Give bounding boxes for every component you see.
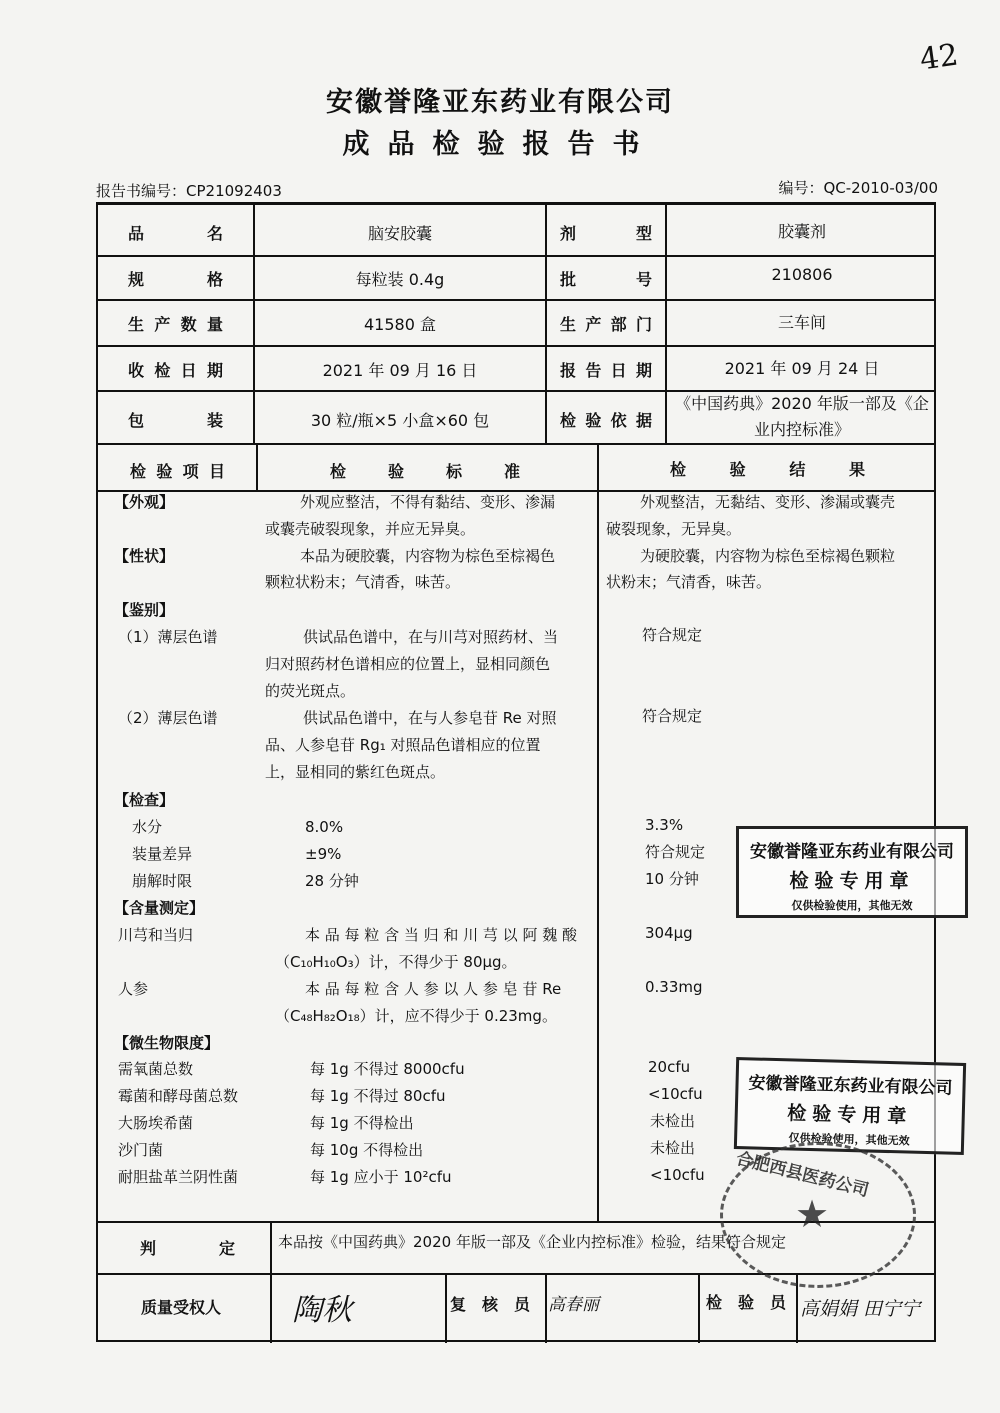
qa-signature: 陶秋 [292,1293,352,1328]
mold-yeast-result: <10cfu [648,1085,703,1103]
report-number: 报告书编号：CP21092403 [96,182,282,200]
form-number: 编号：QC-2010-03/00 [778,179,938,197]
traits-label: 【性状】 [114,547,175,565]
value-product-name: 脑安胶囊 [367,224,432,243]
seal1-note: 仅供检验使用，其他无效 [791,899,913,912]
chuanxiong-std-1: 本 品 每 粒 含 当 归 和 川 芎 以 阿 魏 酸 [305,926,577,944]
ginseng-std-2: （C₄₈H₈₂O₁₈）计，应不得少于 0.23mg。 [275,1007,557,1025]
disintegration-std: 28 分钟 [305,872,359,890]
inspector-label: 检 验 员 [706,1293,786,1312]
appearance-std-1: 外观应整洁，不得有黏结、变形、渗漏 [300,493,556,511]
tlc2-std-2: 品、人参皂苷 Rg₁ 对照品色谱相应的位置 [265,736,541,754]
appearance-std-2: 或囊壳破裂现象，并应无异臭。 [265,520,476,538]
chuanxiong-label: 川芎和当归 [118,926,194,944]
appearance-label: 【外观】 [114,493,175,511]
bile-gram-neg-result: <10cfu [650,1166,705,1184]
tlc1-result: 符合规定 [642,626,703,644]
chuanxiong-std-2: （C₁₀H₁₀O₃）计，不得少于 80μg。 [275,953,517,971]
disintegration-result: 10 分钟 [645,870,699,888]
header-test-item: 检 验 项 目 [130,462,225,481]
tlc1-std-1: 供试品色谱中，在与川芎对照药材、当 [303,628,559,646]
value-inspection-basis [667,391,937,443]
bile-gram-neg-std: 每 1g 应小于 10²cfu [310,1168,452,1186]
water-std: 8.0% [305,818,344,836]
weight-variation-std: ±9% [305,845,342,863]
seal2-note: 仅供检验使用，其他无效 [788,1131,910,1148]
value-production-quantity: 41580 盒 [364,315,436,334]
header-test-result: 检 验 结 果 [670,460,865,479]
assay-label: 【含量测定】 [114,899,205,917]
label-report-date: 报 告 日 期 [560,361,652,380]
company-title: 安徽誉隆亚东药业有限公司 [326,87,674,118]
conclusion-label: 判 定 [140,1239,235,1258]
ginseng-label: 人参 [118,980,149,998]
value-report-date: 2021 年 09 月 24 日 [724,359,880,378]
bile-gram-neg-label: 耐胆盐革兰阴性菌 [118,1168,239,1186]
microbial-label: 【微生物限度】 [114,1034,220,1052]
appearance-result-1: 外观整洁，无黏结、变形、渗漏或囊壳 [640,493,896,511]
inspector-signature: 高娟娟 田宁宁 [800,1298,921,1320]
ginseng-std-1: 本 品 每 粒 含 人 参 以 人 参 皂 苷 Re [305,980,562,998]
reviewer-label: 复 核 员 [450,1295,530,1314]
value-receive-date: 2021 年 09 月 16 日 [322,361,478,380]
weight-variation-label: 装量差异 [132,845,193,863]
value-batch-number: 210806 [771,265,833,284]
qa-person-label: 质量受权人 [141,1298,222,1317]
traits-result-1: 为硬胶囊，内容物为棕色至棕褐色颗粒 [640,547,896,565]
basis-line-1: 《中国药典》2020 年版一部及《企 [675,394,929,413]
tlc2-std-3: 上，显相同的紫红色斑点。 [265,763,446,781]
ecoli-label: 大肠埃希菌 [118,1114,194,1132]
label-production-quantity: 生 产 数 量 [128,315,223,334]
seal1-title: 检验专用章 [789,870,915,892]
salmonella-std: 每 10g 不得检出 [310,1141,424,1159]
seal2-title: 检验专用章 [786,1102,913,1128]
ginseng-result: 0.33mg [645,978,703,996]
disintegration-label: 崩解时限 [132,872,193,890]
check-label: 【检查】 [114,791,175,809]
label-specification: 规 格 [128,270,223,289]
aerobic-result: 20cfu [648,1058,691,1076]
tlc1-std-2: 归对照药材色谱相应的位置上，显相同颜色 [265,655,551,673]
traits-std-1: 本品为硬胶囊，内容物为棕色至棕褐色 [300,547,556,565]
identification-label: 【鉴别】 [114,601,175,619]
seal1-company: 安徽誉隆亚东药业有限公司 [750,842,954,862]
tlc1-label: （1）薄层色谱 [118,628,218,646]
corner-page-mark: 42 [917,37,961,78]
label-receive-date: 收 检 日 期 [128,361,223,380]
value-dosage-form: 胶囊剂 [777,222,826,241]
value-packaging: 30 粒/瓶×5 小盒×60 包 [310,411,490,430]
reviewer-signature: 高春丽 [548,1295,599,1315]
inspection-seal-2 [734,1057,966,1155]
mold-yeast-label: 霉菌和酵母菌总数 [118,1087,239,1105]
tlc2-result: 符合规定 [642,707,703,725]
water-label: 水分 [132,818,163,836]
header-test-standard: 检 验 标 准 [330,462,520,481]
document-title: 成品检验报告书 [342,129,658,160]
ecoli-result: 未检出 [650,1112,696,1130]
ecoli-std: 每 1g 不得检出 [310,1114,414,1132]
label-production-dept: 生 产 部 门 [560,315,652,334]
inspection-seal-1 [736,826,968,918]
salmonella-label: 沙门菌 [118,1141,164,1159]
chuanxiong-result: 304μg [645,924,693,942]
tlc2-label: （2）薄层色谱 [118,709,218,727]
label-batch-number: 批 号 [560,270,652,289]
label-dosage-form: 剂 型 [560,224,652,243]
appearance-result-2: 破裂现象，无异臭。 [606,520,742,538]
traits-std-2: 颗粒状粉末；气清香，味苦。 [265,573,461,591]
aerobic-std: 每 1g 不得过 8000cfu [310,1060,465,1078]
aerobic-label: 需氧菌总数 [118,1060,194,1078]
salmonella-result: 未检出 [650,1139,696,1157]
water-result: 3.3% [645,816,684,834]
tlc1-std-3: 的荧光斑点。 [265,682,356,700]
seal2-company: 安徽誉隆亚东药业有限公司 [748,1073,953,1099]
mold-yeast-std: 每 1g 不得过 80cfu [310,1087,446,1105]
basis-line-2: 业内控标准》 [753,420,850,439]
seal-star-icon: ★ [795,1192,830,1236]
tlc2-std-1: 供试品色谱中，在与人参皂苷 Re 对照 [303,709,557,727]
conclusion-text: 本品按《中国药典》2020 年版一部及《企业内控标准》检验，结果符合规定 [278,1233,786,1251]
label-packaging: 包 装 [128,411,223,430]
value-production-dept: 三车间 [777,313,826,332]
label-inspection-basis: 检 验 依 据 [560,411,652,430]
value-specification: 每粒装 0.4g [355,270,445,289]
traits-result-2: 状粉末；气清香，味苦。 [606,573,772,591]
round-seal-text: 合肥西县医药公司 [733,1148,871,1202]
weight-variation-result: 符合规定 [645,843,706,861]
label-product-name: 品 名 [128,224,223,243]
